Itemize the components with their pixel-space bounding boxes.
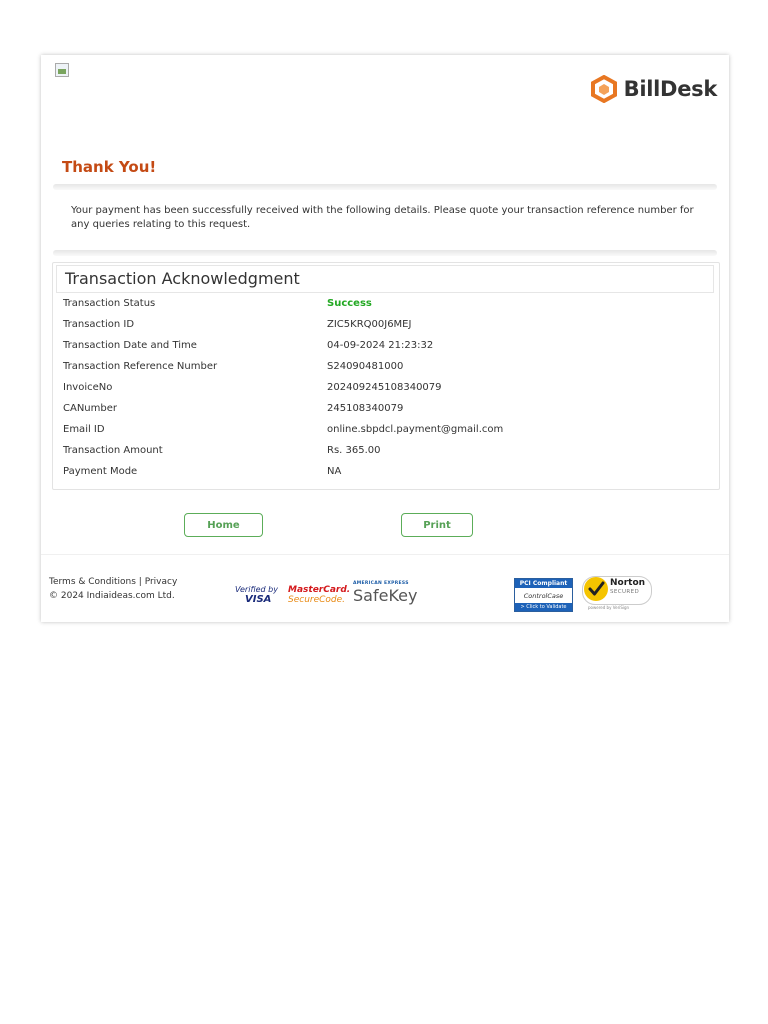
billdesk-wordmark: BillDesk: [623, 77, 717, 101]
row-label: Transaction Amount: [63, 445, 163, 456]
link-separator: |: [138, 577, 142, 587]
row-label: Transaction Date and Time: [63, 340, 197, 351]
verified-by-visa-badge: [235, 584, 283, 606]
row-value: 04-09-2024 21:23:32: [327, 340, 434, 351]
table-row: [63, 298, 713, 319]
transaction-acknowledgment-panel: [52, 262, 720, 490]
row-label: CANumber: [63, 403, 117, 414]
print-button[interactable]: Print: [401, 513, 473, 537]
table-row: [63, 445, 713, 466]
row-label: InvoiceNo: [63, 382, 113, 393]
row-value: online.sbpdcl.payment@gmail.com: [327, 424, 504, 435]
acknowledgment-title: Transaction Acknowledgment: [56, 265, 714, 293]
row-value: ZIC5KRQ00J6MEJ: [327, 319, 412, 330]
terms-link[interactable]: Terms & Conditions: [49, 577, 136, 587]
row-label: Email ID: [63, 424, 105, 435]
table-row: [63, 466, 713, 487]
row-value: Rs. 365.00: [327, 445, 381, 456]
row-value: 245108340079: [327, 403, 404, 414]
table-row: [63, 382, 713, 403]
row-value: 202409245108340079: [327, 382, 442, 393]
amex-safekey-badge: [353, 580, 425, 606]
row-label: Payment Mode: [63, 466, 138, 477]
pci-compliant-badge[interactable]: [514, 578, 573, 612]
footer-divider: [41, 554, 729, 555]
norton-badge-top: Norton: [610, 578, 646, 588]
row-value: S24090481000: [327, 361, 404, 372]
mastercard-securecode-badge: [288, 584, 351, 606]
table-row: [63, 319, 713, 340]
divider: [53, 250, 717, 256]
footer-links: [49, 575, 177, 603]
mastercard-badge-top: MasterCard.: [288, 584, 351, 595]
table-row: [63, 361, 713, 382]
row-label: Transaction ID: [63, 319, 135, 330]
pci-badge-bottom: > Click to Validate: [515, 603, 572, 611]
table-row: [63, 424, 713, 445]
checkmark-icon: [582, 575, 610, 603]
mastercard-badge-bottom: SecureCode.: [288, 594, 346, 605]
row-label: Transaction Reference Number: [63, 361, 218, 372]
norton-badge-mid: SECURED: [610, 589, 640, 595]
billdesk-logo: [590, 75, 717, 103]
pci-badge-top: PCI Compliant: [515, 579, 572, 588]
table-row: [63, 403, 713, 424]
table-row: [63, 340, 713, 361]
row-value: NA: [327, 466, 342, 477]
privacy-link[interactable]: Privacy: [144, 577, 178, 587]
norton-secured-badge[interactable]: [582, 576, 652, 612]
payment-card: [41, 55, 729, 622]
thank-you-heading: Thank You!: [62, 158, 157, 176]
copyright-text: © 2024 Indiaideas.com Ltd.: [49, 591, 175, 601]
visa-badge-bottom: VISA: [245, 594, 272, 605]
status-value: Success: [327, 298, 372, 309]
pci-badge-mid: ControlCase: [523, 591, 564, 600]
divider: [53, 184, 717, 190]
amex-badge-top: AMERICAN EXPRESS: [353, 581, 409, 586]
row-label: Transaction Status: [63, 298, 156, 309]
norton-badge-bottom: powered by VeriSign: [588, 605, 630, 610]
broken-image-icon: [55, 63, 69, 77]
intro-message: Your payment has been successfully received with the following details. Please quote your transaction reference number for any queries relating to this request.: [71, 205, 694, 230]
home-button[interactable]: Home: [184, 513, 263, 537]
visa-badge-top: Verified by: [235, 585, 278, 594]
billdesk-hexagon-icon: [590, 75, 618, 103]
amex-badge-bottom: SafeKey: [353, 586, 418, 605]
